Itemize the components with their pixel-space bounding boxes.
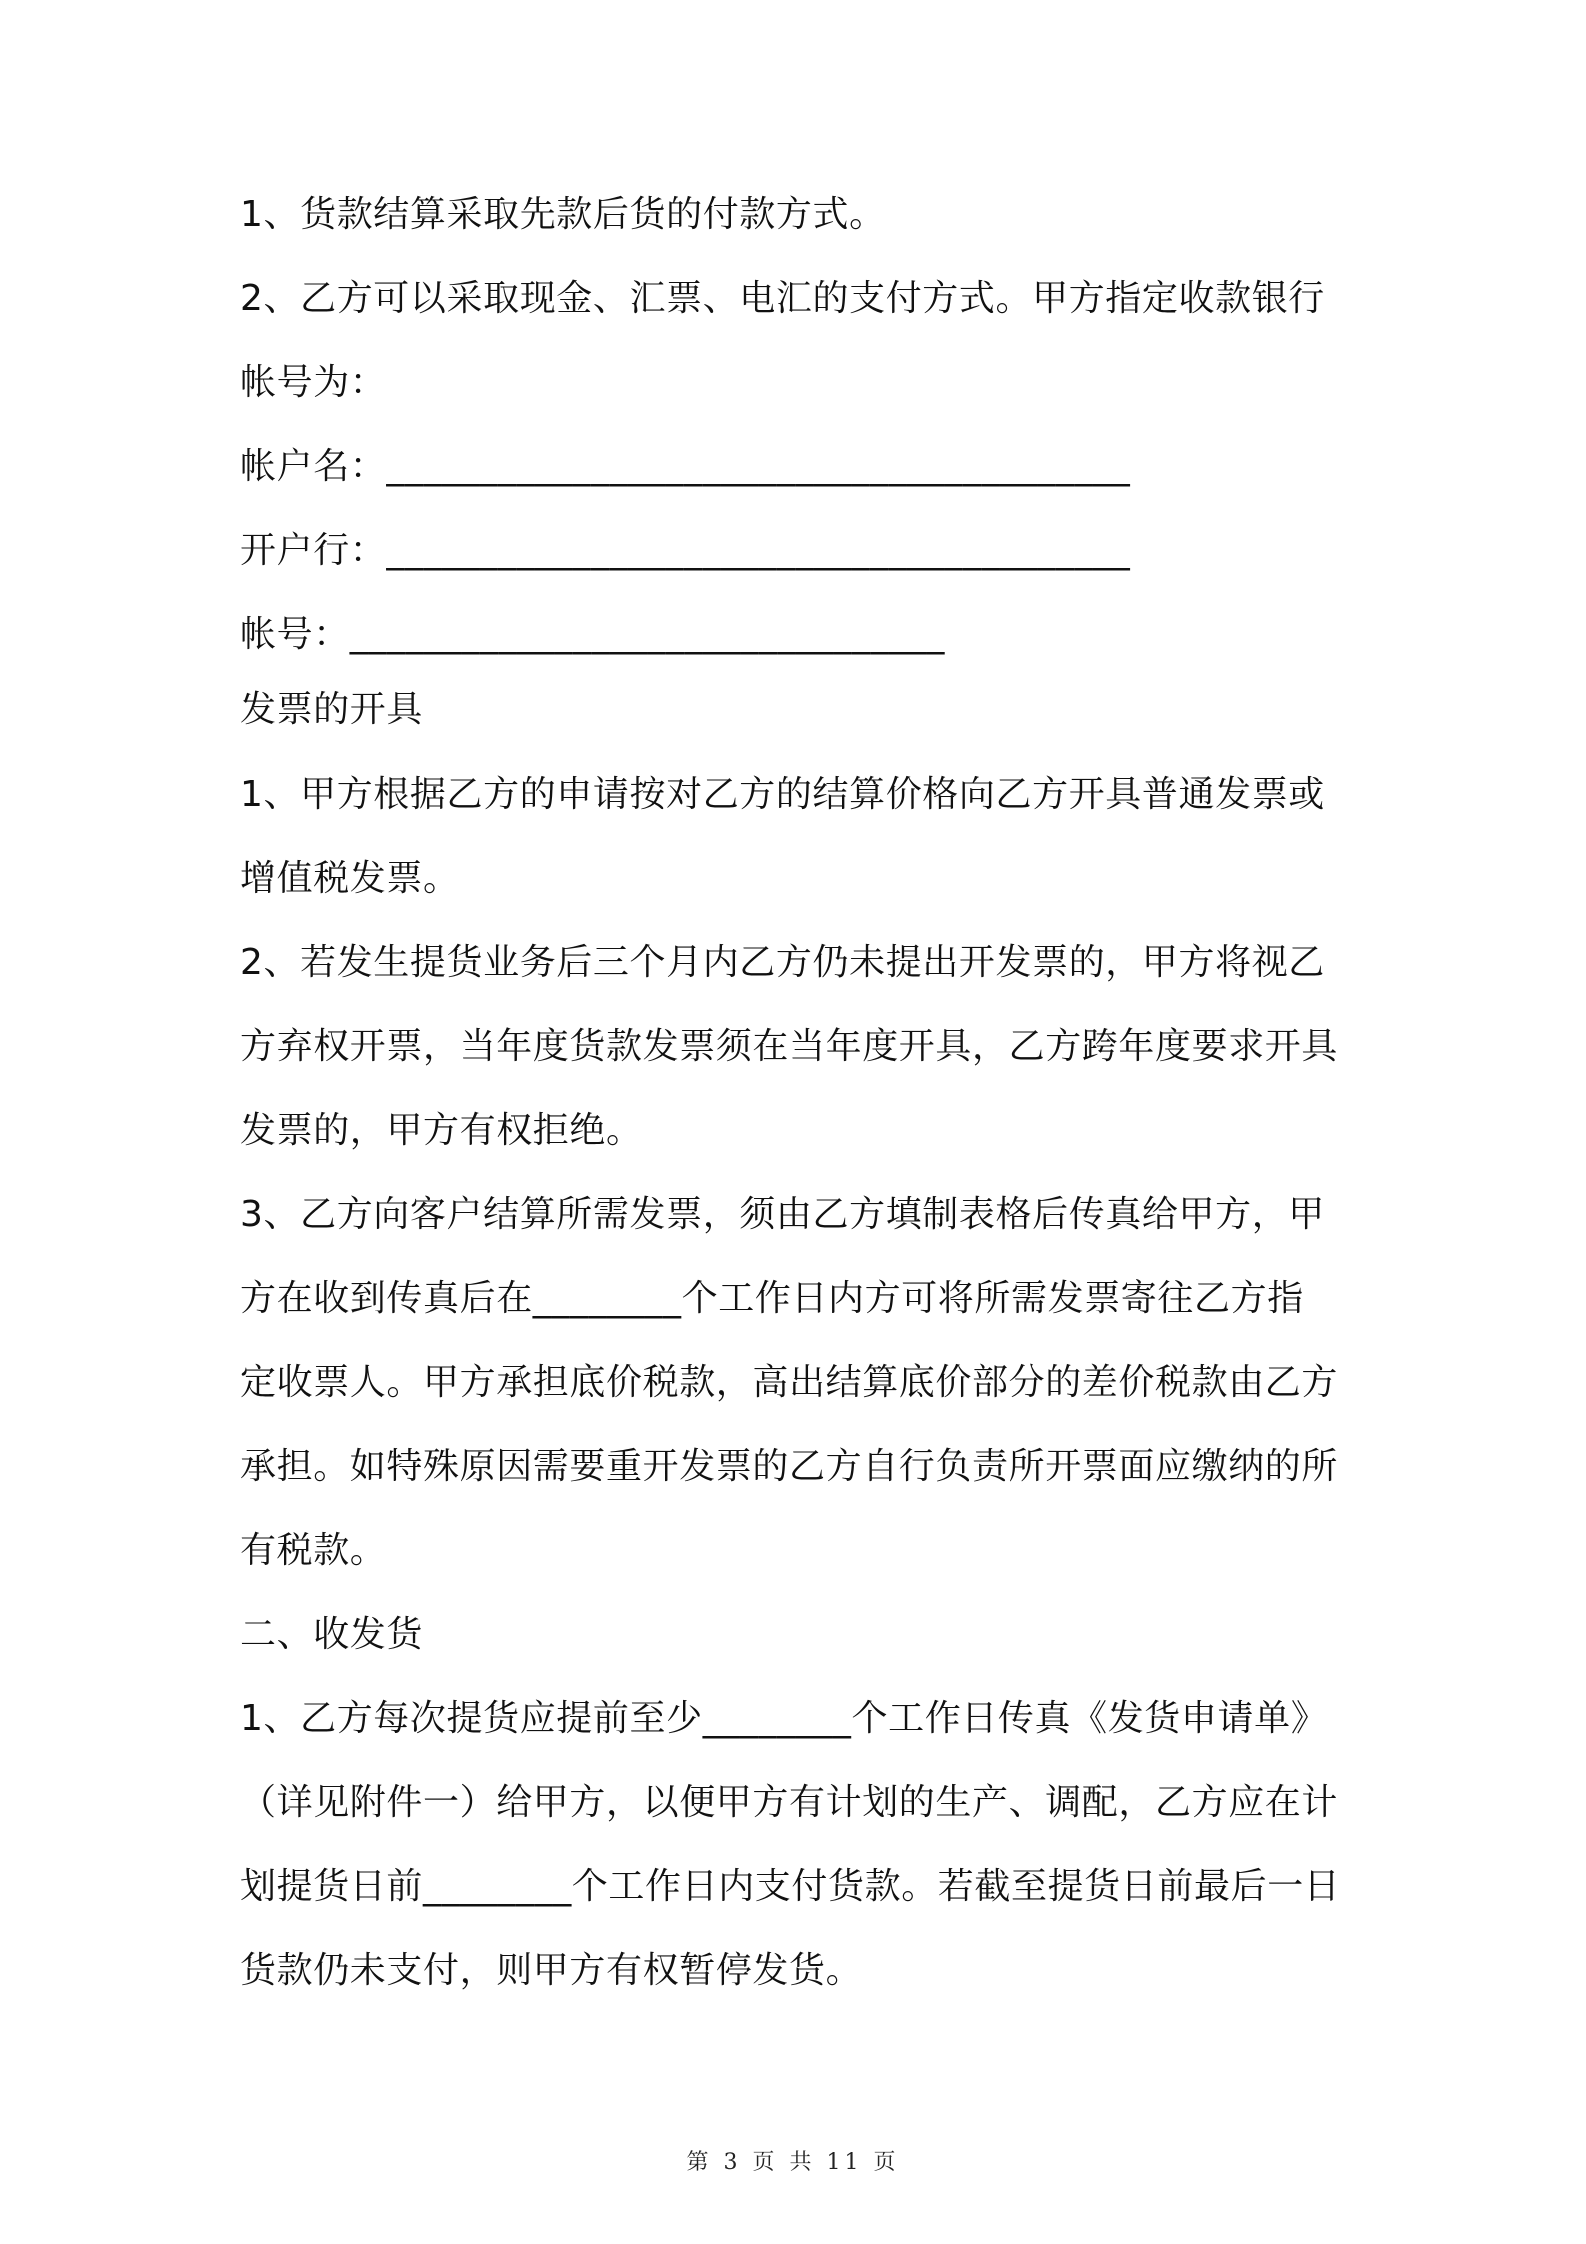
page-number-footer: 第 3 页 共 11 页	[686, 2150, 900, 2175]
account-number-line: 帐号：________________________________	[240, 614, 945, 655]
text-line: 1、货款结算采取先款后货的付款方式。	[240, 194, 886, 235]
text-line: 货款仍未支付，则甲方有权暂停发货。	[240, 1950, 863, 1991]
bank-line: 开户行：________________________________________	[240, 530, 1131, 571]
text-line: 1、甲方根据乙方的申请按对乙方的结算价格向乙方开具普通发票或	[240, 774, 1325, 815]
text-line: 定收票人。甲方承担底价税款，高出结算底价部分的差价税款由乙方	[240, 1362, 1339, 1403]
text-line: 2、乙方可以采取现金、汇票、电汇的支付方式。甲方指定收款银行	[240, 278, 1325, 319]
account-name-line: 帐户名：________________________________________	[240, 446, 1131, 487]
text-line: （详见附件一）给甲方，以便甲方有计划的生产、调配，乙方应在计	[240, 1782, 1339, 1823]
text-line: 帐号为：	[240, 362, 387, 403]
text-line: 增值税发票。	[240, 858, 460, 899]
text-line: 方弃权开票，当年度货款发票须在当年度开具，乙方跨年度要求开具	[240, 1026, 1339, 1067]
section-heading: 二、收发货	[240, 1614, 424, 1655]
text-line: 划提货日前________个工作日内支付货款。若截至提货日前最后一日	[240, 1866, 1341, 1907]
text-line: 承担。如特殊原因需要重开发票的乙方自行负责所开票面应缴纳的所	[240, 1446, 1339, 1487]
text-line: 方在收到传真后在________个工作日内方可将所需发票寄往乙方指	[240, 1278, 1304, 1319]
text-line: 有税款。	[240, 1530, 387, 1571]
text-line: 发票的，甲方有权拒绝。	[240, 1110, 643, 1151]
text-line: 1、乙方每次提货应提前至少________个工作日传真《发货申请单》	[240, 1698, 1328, 1739]
text-line: 3、乙方向客户结算所需发票，须由乙方填制表格后传真给甲方，甲	[240, 1194, 1325, 1235]
text-line: 2、若发生提货业务后三个月内乙方仍未提出开发票的，甲方将视乙	[240, 942, 1325, 983]
section-heading: 发票的开具	[240, 689, 424, 730]
